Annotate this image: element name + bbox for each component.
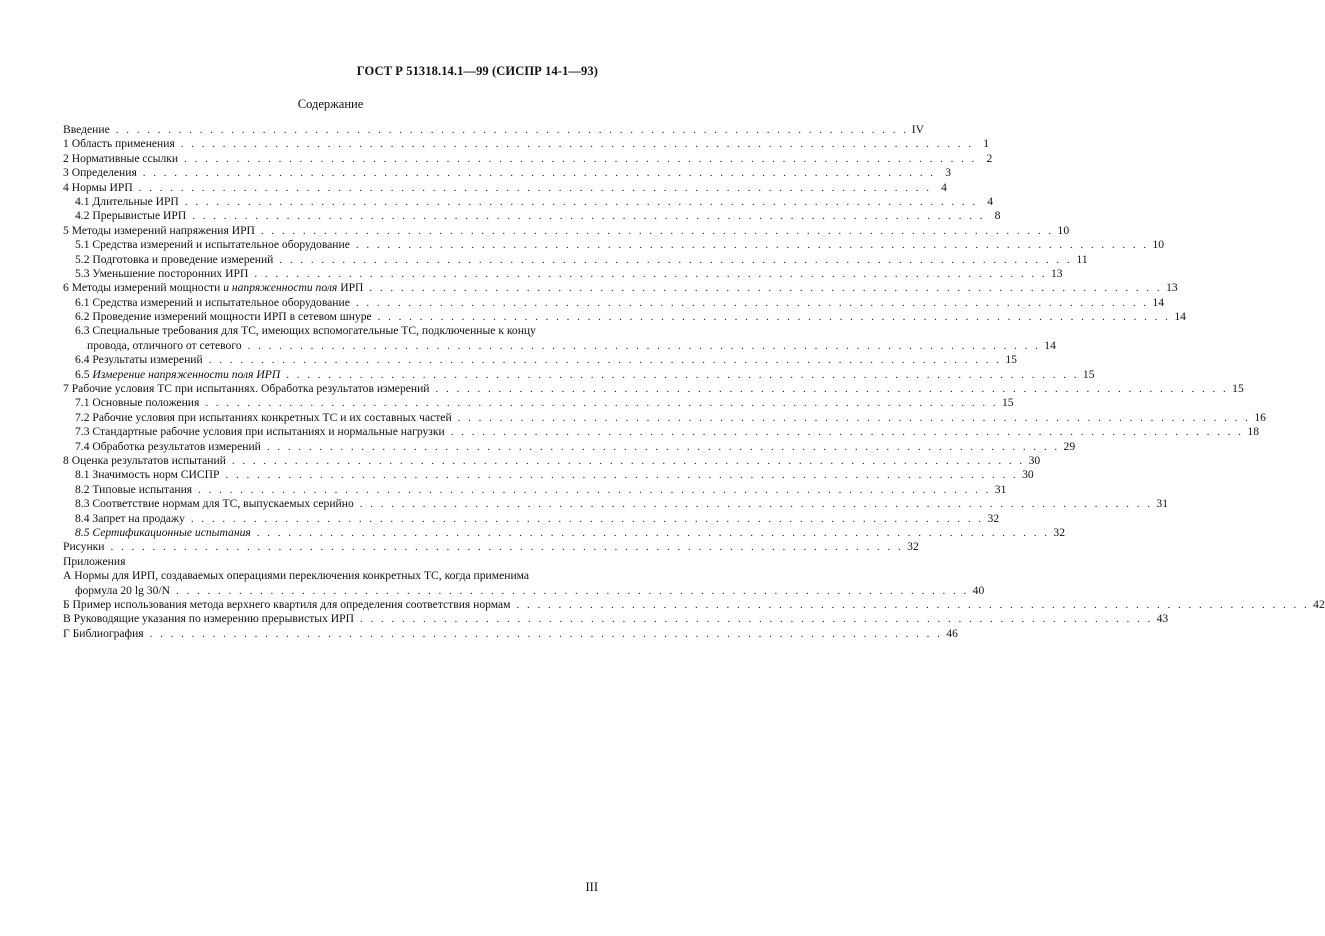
toc-entry[interactable]: 3 Определения . . . 3 bbox=[63, 166, 598, 180]
toc-entry[interactable]: 8.2 Типовые испытания . . . 31 bbox=[63, 483, 598, 497]
toc-entry[interactable]: 4 Нормы ИРП . . . 4 bbox=[63, 181, 598, 195]
toc-entry[interactable]: Г Библиография . . . 46 bbox=[63, 627, 598, 641]
table-of-contents bbox=[63, 122, 1325, 641]
document-header: ГОСТ Р 51318.14.1—99 (СИСПР 14-1—93) bbox=[356, 64, 598, 78]
toc-entry[interactable]: 7.2 Рабочие условия при испытаниях конкретных ТС и их составных частей . . . 16 bbox=[63, 411, 598, 425]
toc-entry[interactable]: В Руководящие указания по измерению прерывистых ИРП . . . 43 bbox=[63, 612, 598, 626]
toc-entry[interactable]: 7.3 Стандартные рабочие условия при испытаниях и нормальные нагрузки . . . 18 bbox=[63, 425, 598, 439]
page-number: III bbox=[585, 880, 598, 894]
toc-entry[interactable]: 2 Нормативные ссылки . . . 2 bbox=[63, 152, 598, 166]
toc-entry[interactable]: 6.5 Измерение напряженности поля ИРП . . . 15 bbox=[63, 368, 598, 382]
toc-entry[interactable]: 8.4 Запрет на продажу . . . 32 bbox=[63, 512, 598, 526]
toc-entry[interactable]: 7.1 Основные положения . . . 15 bbox=[63, 396, 598, 410]
toc-section-appendices: Приложения bbox=[63, 554, 126, 568]
toc-entry-line1[interactable]: 6.3 Специальные требования для ТС, имеющих вспомогательные ТС, подключенные к концу bbox=[75, 324, 536, 338]
toc-entry[interactable]: 8.3 Соответствие нормам для ТС, выпускаемых серийно . . . 31 bbox=[63, 497, 598, 511]
toc-entry[interactable]: 4.2 Прерывистые ИРП . . . 8 bbox=[63, 209, 598, 223]
toc-entry[interactable]: 6.4 Результаты измерений . . . 15 bbox=[63, 353, 598, 367]
toc-entry[interactable]: 5.3 Уменьшение посторонних ИРП . . . 13 bbox=[63, 267, 598, 281]
toc-entry[interactable]: 5.2 Подготовка и проведение измерений . . . 11 bbox=[63, 253, 598, 267]
toc-title: Содержание bbox=[297, 97, 364, 111]
toc-entry[interactable]: 6 Методы измерений мощности и напряженности поля ИРП . . . 13 bbox=[63, 281, 598, 295]
toc-entry[interactable]: 8 Оценка результатов испытаний . . . 30 bbox=[63, 454, 598, 468]
toc-entry-line2[interactable]: формула 20 lg 30/N . . . 40 bbox=[63, 584, 598, 598]
toc-entry[interactable]: 7.4 Обработка результатов измерений . . . 29 bbox=[63, 440, 598, 454]
toc-entry[interactable]: 6.1 Средства измерений и испытательное оборудование . . . 14 bbox=[63, 296, 598, 310]
toc-entry-line2[interactable]: провода, отличного от сетевого . . . 14 bbox=[63, 339, 598, 353]
toc-entry[interactable]: Введение . . . IV bbox=[63, 123, 598, 137]
toc-entry[interactable]: 6.2 Проведение измерений мощности ИРП в сетевом шнуре . . . 14 bbox=[63, 310, 598, 324]
toc-entry[interactable]: 1 Область применения . . . 1 bbox=[63, 137, 598, 151]
toc-entry-line1[interactable]: А Нормы для ИРП, создаваемых операциями переключения конкретных ТС, когда применима bbox=[63, 569, 530, 583]
toc-entry[interactable]: Б Пример использования метода верхнего квартиля для определения соответствия нормам . . . 42 bbox=[63, 598, 598, 612]
toc-entry[interactable]: 8.1 Значимость норм СИСПР . . . 30 bbox=[63, 468, 598, 482]
toc-entry[interactable]: 7 Рабочие условия ТС при испытаниях. Обработка результатов измерений . . . 15 bbox=[63, 382, 598, 396]
toc-entry[interactable]: 8.5 Сертификационные испытания . . . 32 bbox=[63, 526, 598, 540]
toc-entry[interactable]: Рисунки . . . 32 bbox=[63, 540, 598, 554]
toc-entry[interactable]: 5.1 Средства измерений и испытательное оборудование . . . 10 bbox=[63, 238, 598, 252]
toc-entry[interactable]: 4.1 Длительные ИРП . . . 4 bbox=[63, 195, 598, 209]
toc-entry[interactable]: 5 Методы измерений напряжения ИРП . . . 10 bbox=[63, 224, 598, 238]
